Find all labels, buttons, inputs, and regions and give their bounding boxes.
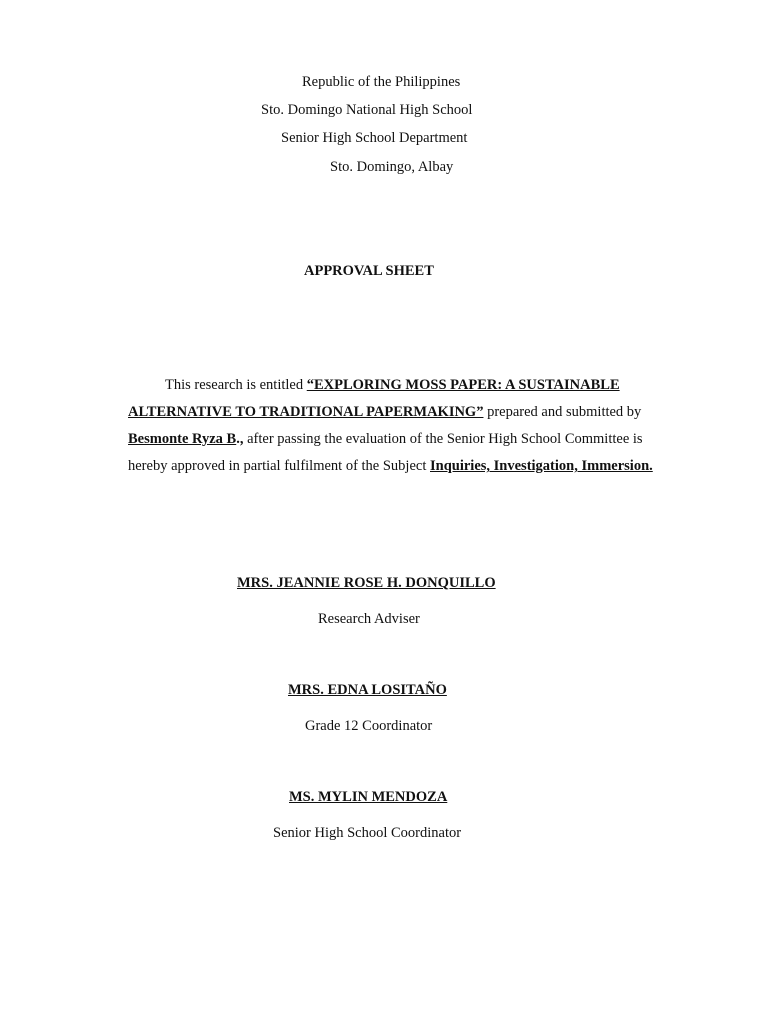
signatory-role-coordinator: Grade 12 Coordinator — [305, 718, 433, 734]
author-suffix: ., — [236, 431, 248, 447]
signatory-name-coordinator: MRS. EDNA LOSITAÑO — [288, 682, 447, 698]
research-title: “EXPLORING MOSS PAPER: A SUSTAINABLE — [306, 377, 620, 393]
paragraph-line-3 — [128, 430, 643, 448]
header-location: Sto. Domingo, Albay — [330, 159, 454, 175]
signatory-role-adviser: Research Adviser — [318, 611, 420, 627]
header-department: Senior High School Department — [281, 130, 468, 146]
paragraph-text: This research is entitled — [165, 377, 307, 393]
paragraph-line-1 — [165, 376, 620, 394]
signatory-name-shs: MS. MYLIN MENDOZA — [289, 789, 448, 805]
header-school: Sto. Domingo National High School — [261, 102, 473, 118]
signatory-name-adviser: MRS. JEANNIE ROSE H. DONQUILLO — [237, 575, 496, 591]
paragraph-line-4 — [128, 457, 653, 475]
author-name: Besmonte Ryza B — [128, 431, 237, 447]
signatory-role-shs: Senior High School Coordinator — [273, 825, 462, 841]
subject-name: Inquiries, Investigation, Immersion. — [430, 458, 653, 474]
paragraph-text: hereby approved in partial fulfilment of the Subject — [128, 458, 430, 474]
research-title-continued: ALTERNATIVE TO TRADITIONAL PAPERMAKING” — [128, 404, 484, 420]
page-title: APPROVAL SHEET — [304, 263, 434, 279]
header-country: Republic of the Philippines — [302, 74, 461, 90]
paragraph-line-2 — [128, 403, 641, 421]
paragraph-text: after passing the evaluation of the Senior High School Committee is — [247, 431, 643, 447]
paragraph-text: prepared and submitted by — [483, 404, 642, 420]
